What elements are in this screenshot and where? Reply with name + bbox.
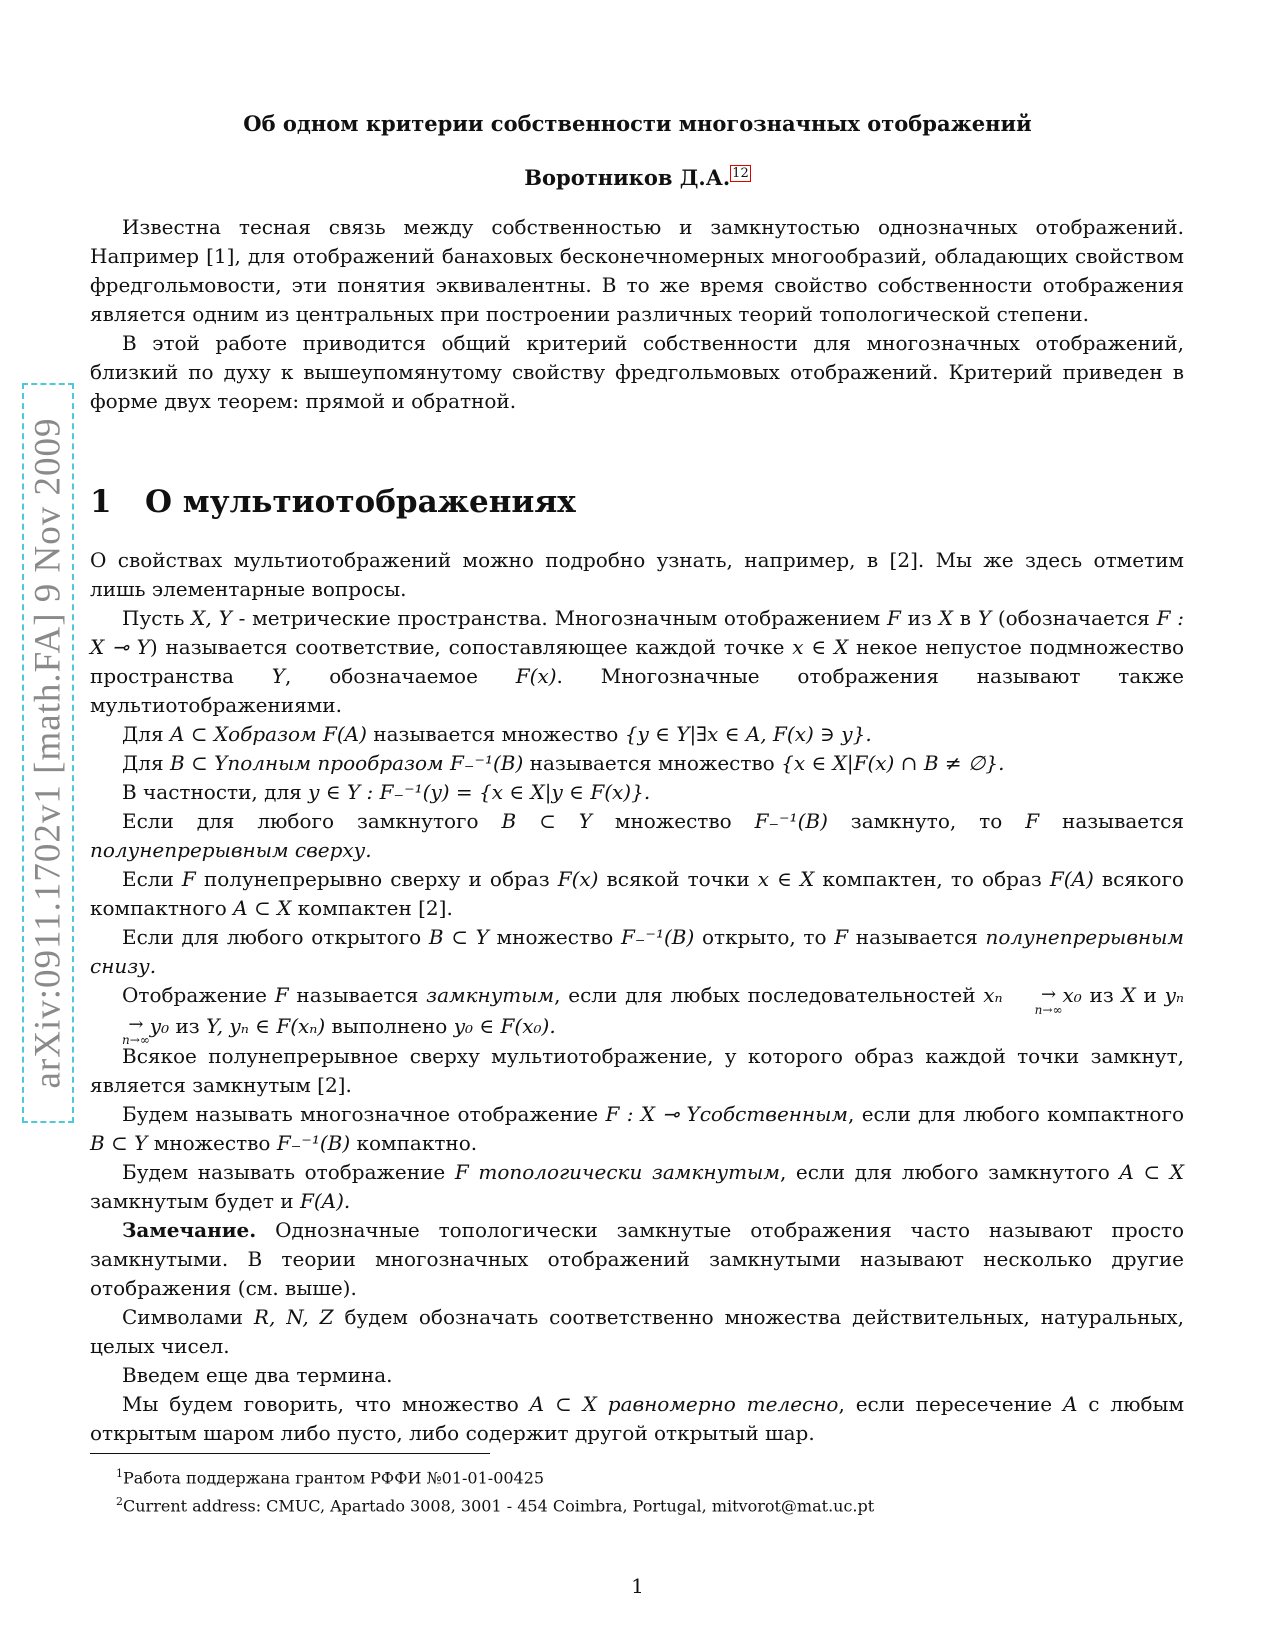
arxiv-stamp[interactable] bbox=[22, 383, 74, 1123]
text-run: , если пересечение bbox=[838, 1392, 1063, 1416]
body-paragraph-5 bbox=[90, 778, 1184, 807]
math-expr: Y, yₙ ∈ F(xₙ) bbox=[206, 1013, 326, 1038]
text-run: Символами bbox=[122, 1305, 254, 1329]
footnote-mark: 2 bbox=[116, 1495, 123, 1509]
text-run: Пусть bbox=[122, 606, 192, 630]
body-paragraph-8 bbox=[90, 923, 1184, 981]
text-run: всякого компактного bbox=[90, 867, 1184, 920]
section-title: О мультиотображениях bbox=[145, 484, 576, 520]
math-expr: B ⊂ Y bbox=[501, 809, 592, 833]
math-expr: x₀ bbox=[1062, 983, 1082, 1007]
limit-subscript: n→∞ bbox=[1034, 1002, 1063, 1017]
body-paragraph-10: Всякое полунепрерывное сверху мультиотображение, у которого образ каждой точки замкнут, является замкнутым [2]. bbox=[90, 1044, 1184, 1097]
math-expr: F bbox=[1025, 809, 1040, 833]
math-expr: X bbox=[1121, 983, 1136, 1007]
text-run: Будем называть многозначное отображение bbox=[122, 1102, 606, 1126]
text-run: Отображение bbox=[122, 983, 275, 1007]
math-expr: F bbox=[886, 606, 901, 630]
math-expr: Y bbox=[977, 606, 992, 630]
text-run: , если для любых последовательностей bbox=[554, 983, 984, 1007]
body-paragraph-11 bbox=[90, 1100, 1184, 1158]
text-run: , если для любого компактного bbox=[848, 1102, 1184, 1126]
text-run: Мы будем говорить, что множество bbox=[122, 1392, 530, 1416]
text-run: . Многозначные отображения называют также мультиотображениями. bbox=[90, 664, 1185, 717]
math-expr: B ⊂ Y bbox=[90, 1131, 148, 1155]
body-paragraph-7 bbox=[90, 865, 1184, 923]
math-expr: F₋⁻¹(B) bbox=[276, 1131, 351, 1155]
text-run: Если bbox=[122, 867, 182, 891]
text-run: компактен [2]. bbox=[291, 896, 453, 920]
limit-subscript: n→∞ bbox=[122, 1033, 150, 1047]
emphasis-term: топологически замкнутым bbox=[478, 1160, 780, 1184]
math-expr: X bbox=[938, 606, 953, 630]
arrow-symbol: → bbox=[128, 1014, 144, 1035]
paper-title: Об одном критерии собственности многозначных отображений bbox=[243, 111, 1032, 136]
text-run: из bbox=[900, 606, 939, 630]
text-run: , обозначаемое bbox=[285, 664, 516, 688]
math-expr: y₀ bbox=[149, 1013, 170, 1038]
math-expr: F₋⁻¹(B) bbox=[754, 809, 828, 833]
math-expr: x ∈ X bbox=[757, 867, 815, 891]
math-expr: xₙ bbox=[983, 983, 1003, 1007]
math-expr: F bbox=[834, 925, 849, 949]
text-run: называется bbox=[1039, 809, 1184, 833]
footnote-1 bbox=[116, 1462, 1176, 1490]
intro-paragraph-1: Известна тесная связь между собственностью и замкнутостью однозначных отображений. Например [1], для отображений банаховых бесконечномерных многообразий, обладающих свойством фредгольмовости, эти понятия эквивалентны. В то же время свойство собственности отображения является одним из центральных при построении различных теорий топологической степени. bbox=[90, 215, 1184, 326]
math-expr: F(x) bbox=[557, 867, 599, 891]
math-expr: y₀ ∈ F(x₀). bbox=[453, 1013, 556, 1038]
math-expr: {x ∈ X|F(x) ∩ B ≠ ∅}. bbox=[781, 751, 1005, 775]
emphasis-term: полунепрерывным снизу. bbox=[90, 925, 1185, 978]
text-run: Однозначные топологически замкнутые отображения часто называют просто замкнутыми. В теории многозначных отображений замкнутыми называют несколько другие отображения (см. выше). bbox=[90, 1218, 1184, 1300]
text-run: (обозначается bbox=[991, 606, 1157, 630]
text-run: называется bbox=[848, 925, 986, 949]
text-run: В частности, для bbox=[122, 780, 309, 804]
author-name: Воротников Д.А. bbox=[524, 165, 731, 190]
text-run: компактен, то образ bbox=[814, 867, 1050, 891]
text-run: - метрические пространства. Многозначным отображением bbox=[231, 606, 887, 630]
text-run: Для bbox=[122, 722, 170, 746]
section-number: 1 bbox=[90, 484, 112, 520]
text-run: компактно. bbox=[350, 1131, 478, 1155]
body-paragraph-1: О свойствах мультиотображений можно подробно узнать, например, в [2]. Мы же здесь отметим лишь элементарные вопросы. bbox=[90, 548, 1184, 601]
text-run: Если для любого замкнутого bbox=[122, 809, 502, 833]
math-expr: A ⊂ X bbox=[169, 722, 229, 746]
text-run: будем обозначать соответственно множества действительных, натуральных, целых чисел. bbox=[90, 1305, 1184, 1358]
math-expr: F : X ⊸ Y bbox=[90, 606, 1184, 659]
text-run: множество bbox=[591, 809, 755, 833]
body-paragraph-12 bbox=[90, 1158, 1184, 1216]
math-expr: F : X ⊸ Y bbox=[605, 1102, 700, 1126]
text-run: и bbox=[1135, 983, 1165, 1007]
text-run: называется множество bbox=[523, 751, 782, 775]
math-expr: F bbox=[181, 867, 196, 891]
text-run: множество bbox=[147, 1131, 277, 1155]
text-run: множество bbox=[488, 925, 621, 949]
text-run: в bbox=[952, 606, 978, 630]
text-run: ) называется соответствие, сопоставляющее каждой точке bbox=[149, 635, 793, 659]
emphasis-term: равномерно телесно bbox=[607, 1392, 839, 1416]
body-paragraph-3 bbox=[90, 720, 1184, 749]
math-expr: F(A) bbox=[322, 722, 367, 746]
text-run: замкнутым будет и bbox=[90, 1189, 300, 1213]
math-expr: R, N, Z bbox=[253, 1305, 334, 1329]
author-line bbox=[0, 165, 1275, 190]
text-run: полунепрерывно сверху и образ bbox=[195, 867, 558, 891]
text-run: из bbox=[1081, 983, 1122, 1007]
footnote-text: Current address: CMUC, Apartado 3008, 3001 - 454 Coimbra, Portugal, mitvorot@mat.uc.pt bbox=[123, 1496, 875, 1516]
section-body bbox=[90, 546, 1184, 1448]
section-heading bbox=[90, 484, 576, 520]
intro-paragraph-2: В этой работе приводится общий критерий собственности для многозначных отображений, близкий по духу к вышеупомянутому свойству фредгольмовых отображений. Критерий приведен в форме двух теорем: прямой и обратной. bbox=[90, 331, 1184, 413]
math-expr: x ∈ X bbox=[792, 635, 849, 659]
emphasis-term: замкнутым bbox=[426, 983, 555, 1007]
math-expr: A ⊂ X bbox=[1119, 1160, 1185, 1184]
footnote-divider bbox=[90, 1453, 490, 1454]
page-number: 1 bbox=[631, 1574, 644, 1598]
body-paragraph-14 bbox=[90, 1303, 1184, 1361]
body-paragraph-2 bbox=[90, 604, 1184, 720]
math-expr: A ⊂ X bbox=[529, 1392, 597, 1416]
body-paragraph-4 bbox=[90, 749, 1184, 778]
math-expr: B ⊂ Y bbox=[169, 751, 228, 775]
math-expr: F(A). bbox=[299, 1189, 351, 1213]
body-paragraph-9 bbox=[90, 981, 1184, 1047]
text-run: из bbox=[169, 1013, 207, 1038]
text-run: называется bbox=[288, 983, 427, 1007]
text-run: Если для любого открытого bbox=[122, 925, 429, 949]
math-expr: yₙ bbox=[1164, 983, 1184, 1007]
intro-block bbox=[90, 213, 1184, 416]
arxiv-id: arXiv:0911.1702v1 [math.FA] 9 Nov 2009 bbox=[27, 417, 69, 1089]
text-run: всякой точки bbox=[598, 867, 758, 891]
text-run: , если для любого замкнутого bbox=[779, 1160, 1120, 1184]
body-paragraph-15: Введем еще два термина. bbox=[122, 1363, 393, 1387]
emphasis-term: полунепрерывным сверху. bbox=[90, 838, 372, 862]
math-expr: F₋⁻¹(B) bbox=[449, 751, 524, 775]
body-paragraph-13 bbox=[90, 1216, 1184, 1303]
body-paragraph-6 bbox=[90, 807, 1184, 865]
emphasis-term: образом bbox=[228, 722, 317, 746]
math-expr: B ⊂ Y bbox=[428, 925, 489, 949]
footnote-mark: 1 bbox=[116, 1467, 123, 1480]
emphasis-term: собственным bbox=[699, 1102, 848, 1126]
text-run: называется множество bbox=[366, 722, 625, 746]
text-run: Будем называть отображение bbox=[122, 1160, 455, 1184]
text-run: открыто, то bbox=[694, 925, 835, 949]
math-expr: F bbox=[274, 983, 289, 1007]
body-paragraph-16 bbox=[90, 1390, 1184, 1448]
math-expr: F bbox=[454, 1160, 469, 1184]
text-run: некое непустое подмножество пространства bbox=[90, 635, 1185, 688]
math-expr: {y ∈ Y|∃x ∈ A, F(x) ∋ y}. bbox=[624, 722, 872, 746]
text-run: Для bbox=[122, 751, 170, 775]
footnotes bbox=[116, 1462, 1176, 1519]
math-expr: y ∈ Y : F₋⁻¹(y) = {x ∈ X|y ∈ F(x)}. bbox=[308, 780, 651, 804]
emphasis-term: полным прообразом bbox=[227, 751, 444, 775]
text-run: замкнуто, то bbox=[827, 809, 1026, 833]
remark-label: Замечание. bbox=[122, 1218, 257, 1242]
math-expr: X, Y bbox=[191, 606, 232, 630]
limit-arrow bbox=[1003, 983, 1063, 1017]
math-expr: F₋⁻¹(B) bbox=[620, 925, 695, 949]
footnote-text: Работа поддержана грантом РФФИ №01-01-00425 bbox=[123, 1468, 545, 1488]
footnote-ref-link[interactable]: 12 bbox=[732, 166, 749, 181]
footnote-2 bbox=[116, 1490, 1176, 1518]
math-expr: F(x) bbox=[515, 664, 557, 688]
text-run: выполнено bbox=[325, 1013, 454, 1038]
math-expr: F(A) bbox=[1049, 867, 1094, 891]
arrow-symbol: → bbox=[1041, 983, 1057, 1005]
math-expr: A bbox=[1062, 1392, 1078, 1416]
text-run: с любым открытым шаром либо пусто, либо содержит другой открытый шар. bbox=[90, 1392, 1185, 1445]
limit-arrow bbox=[90, 1016, 150, 1046]
math-expr: A ⊂ X bbox=[233, 896, 292, 920]
math-expr: Y bbox=[271, 664, 285, 688]
